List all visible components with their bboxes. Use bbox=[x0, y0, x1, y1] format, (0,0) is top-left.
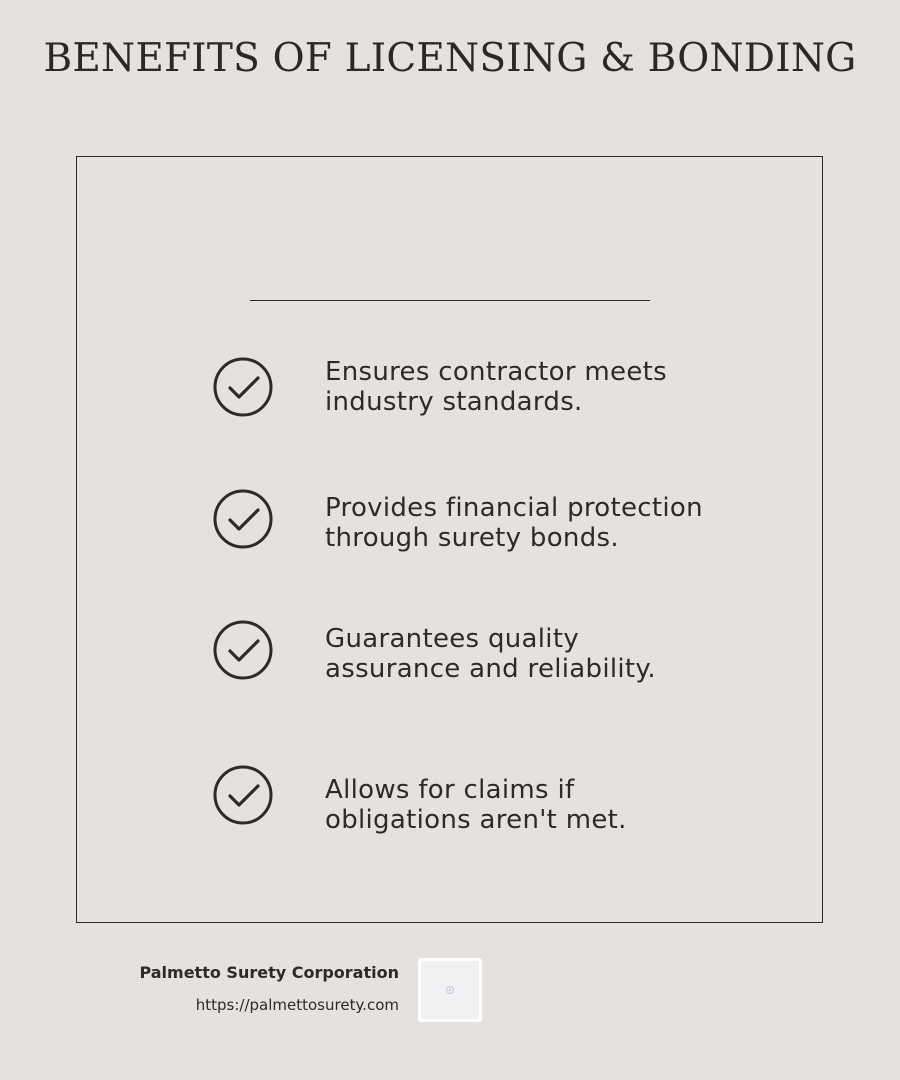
benefit-text-line: Guarantees quality bbox=[325, 624, 579, 654]
benefit-text bbox=[325, 775, 765, 835]
company-logo-icon bbox=[445, 985, 455, 995]
benefit-text-line: Allows for claims if bbox=[325, 775, 575, 805]
benefit-text bbox=[325, 624, 765, 684]
benefit-text-line: through surety bonds. bbox=[325, 523, 619, 553]
benefit-text-line: Ensures contractor meets bbox=[325, 357, 667, 387]
benefit-text bbox=[325, 493, 765, 553]
check-circle-icon bbox=[213, 357, 273, 417]
page-title: BENEFITS OF LICENSING & BONDING bbox=[43, 36, 857, 81]
benefit-item-financial bbox=[213, 489, 773, 559]
check-circle-icon bbox=[213, 620, 273, 680]
benefit-text-line: Provides financial protection bbox=[325, 493, 703, 523]
benefit-text bbox=[325, 357, 765, 417]
benefit-text-line: assurance and reliability. bbox=[325, 654, 656, 684]
benefit-item-claims bbox=[213, 765, 773, 835]
divider-line bbox=[250, 300, 650, 301]
company-name: Palmetto Surety Corporation bbox=[139, 963, 399, 982]
check-circle-icon bbox=[213, 765, 273, 825]
company-logo bbox=[418, 958, 482, 1022]
benefit-text-line: obligations aren't met. bbox=[325, 805, 627, 835]
benefit-text-line: industry standards. bbox=[325, 387, 583, 417]
benefit-item-standards bbox=[213, 357, 773, 427]
benefit-item-quality bbox=[213, 620, 773, 690]
check-circle-icon bbox=[213, 489, 273, 549]
company-url[interactable]: https://palmettosurety.com bbox=[195, 996, 399, 1014]
